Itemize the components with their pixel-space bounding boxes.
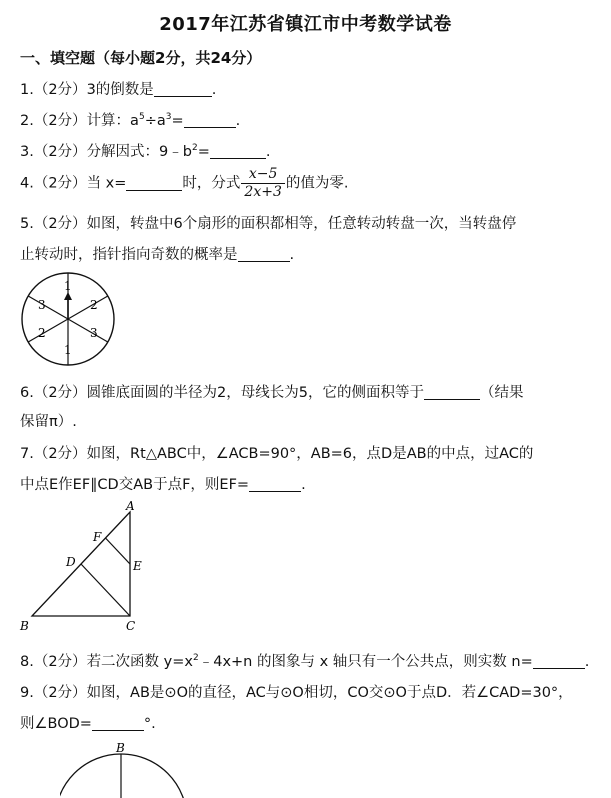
- sector-label: 1: [64, 343, 72, 357]
- point-label-a: A: [126, 500, 135, 513]
- question-number: 6.（2分）: [20, 385, 87, 401]
- exponent: 3: [165, 112, 172, 122]
- question-text: 3的倒数是: [86, 82, 154, 98]
- exponent: 5: [138, 112, 145, 122]
- question-text-after: ﹣4x+n 的图象与 x 轴只有一个公共点，则实数 n=: [198, 654, 533, 670]
- question-5-line-1: [20, 212, 516, 233]
- point-label-f: F: [93, 530, 102, 544]
- fraction-denominator: 2x+3: [244, 184, 282, 200]
- question-number: 3.（2分）: [20, 144, 87, 160]
- question-text: 圆锥底面圆的半径为2，母线长为5，它的侧面积等于: [86, 385, 425, 401]
- question-5-line-2: [20, 243, 294, 264]
- triangle-figure: [16, 500, 156, 638]
- question-end: .: [235, 113, 241, 129]
- point-label-c: C: [126, 619, 136, 633]
- answer-blank[interactable]: [92, 716, 144, 731]
- exponent: 2: [192, 143, 198, 153]
- section-heading: 一、填空题（每小题2分，共24分）: [20, 49, 262, 67]
- answer-blank[interactable]: [249, 477, 301, 492]
- question-number: 5.（2分）: [20, 216, 87, 232]
- answer-blank[interactable]: [184, 113, 236, 128]
- sector-label: 2: [38, 326, 46, 340]
- question-7-line-1: [20, 442, 533, 463]
- question-text: 如图，Rt△ABC中，∠ACB=90°，AB=6，点D是AB的中点，过AC的: [86, 446, 534, 462]
- question-9-line-2: [20, 712, 156, 733]
- sector-label: 3: [38, 298, 46, 312]
- question-text: 止转动时，指针指向奇数的概率是: [20, 247, 238, 263]
- answer-blank[interactable]: [533, 654, 585, 669]
- question-6-line-2: [20, 410, 77, 431]
- question-2: [20, 109, 240, 130]
- question-text-mid: ÷a: [144, 113, 166, 129]
- question-1: [20, 78, 216, 99]
- fraction-numerator: x−5: [241, 166, 284, 184]
- question-text: 保留π）.: [20, 414, 77, 430]
- page-title: 2017年江苏省镇江市中考数学试卷: [159, 14, 452, 35]
- question-text: 如图，AB是⊙O的直径，AC与⊙O相切，CO交⊙O于点D．若∠CAD=30°，: [86, 685, 573, 701]
- question-3: [20, 140, 271, 161]
- answer-blank[interactable]: [154, 82, 212, 97]
- question-text: 中点E作EF∥CD交AB于点F，则EF=: [20, 477, 250, 493]
- question-number: 8.（2分）: [20, 654, 87, 670]
- question-number: 7.（2分）: [20, 446, 87, 462]
- question-number: 4.（2分）: [20, 175, 87, 192]
- question-text-3: 的值为零.: [285, 175, 349, 192]
- point-label-e: E: [133, 559, 142, 573]
- circle-figure: [60, 742, 190, 798]
- answer-blank[interactable]: [126, 176, 182, 191]
- sector-label: 2: [90, 298, 98, 312]
- arrow-icon: [64, 292, 72, 300]
- question-text: 计算：a: [86, 113, 139, 129]
- question-7-line-2: [20, 473, 306, 494]
- question-text: 当 x=: [86, 175, 127, 192]
- sector-label: 3: [90, 326, 98, 340]
- point-label-d: D: [66, 555, 76, 569]
- question-text-after: =: [171, 113, 184, 129]
- spinner-figure: [18, 272, 128, 372]
- answer-blank[interactable]: [424, 385, 480, 400]
- question-text: 分解因式：9﹣b: [86, 144, 192, 160]
- question-end: .: [265, 144, 271, 160]
- question-text: 如图，转盘中6个扇形的面积都相等，任意转动转盘一次，当转盘停: [86, 216, 517, 232]
- question-number: 2.（2分）: [20, 113, 87, 129]
- question-end: .: [289, 247, 295, 263]
- answer-blank[interactable]: [238, 247, 290, 262]
- question-text-after: =: [197, 144, 210, 160]
- question-text: 则∠BOD=: [20, 716, 92, 732]
- question-9-line-1: [20, 681, 573, 702]
- question-end: .: [301, 477, 306, 493]
- point-label-b: B: [116, 742, 125, 755]
- question-text: 若二次函数 y=x: [86, 654, 193, 670]
- answer-blank[interactable]: [210, 144, 266, 159]
- question-6-line-1: [20, 381, 524, 402]
- fraction: [241, 166, 284, 201]
- sector-label: 1: [64, 279, 72, 293]
- question-end: .: [211, 82, 217, 98]
- question-text-2: 时，分式: [182, 175, 241, 192]
- point-label-b: B: [20, 619, 29, 633]
- question-number: 1.（2分）: [20, 82, 87, 98]
- question-4: [20, 166, 348, 201]
- question-number: 9.（2分）: [20, 685, 87, 701]
- question-end: .: [584, 654, 590, 670]
- question-text-end: （结果: [480, 385, 524, 401]
- question-8: [20, 650, 589, 671]
- exponent: 2: [192, 653, 199, 663]
- question-end: °.: [143, 716, 156, 732]
